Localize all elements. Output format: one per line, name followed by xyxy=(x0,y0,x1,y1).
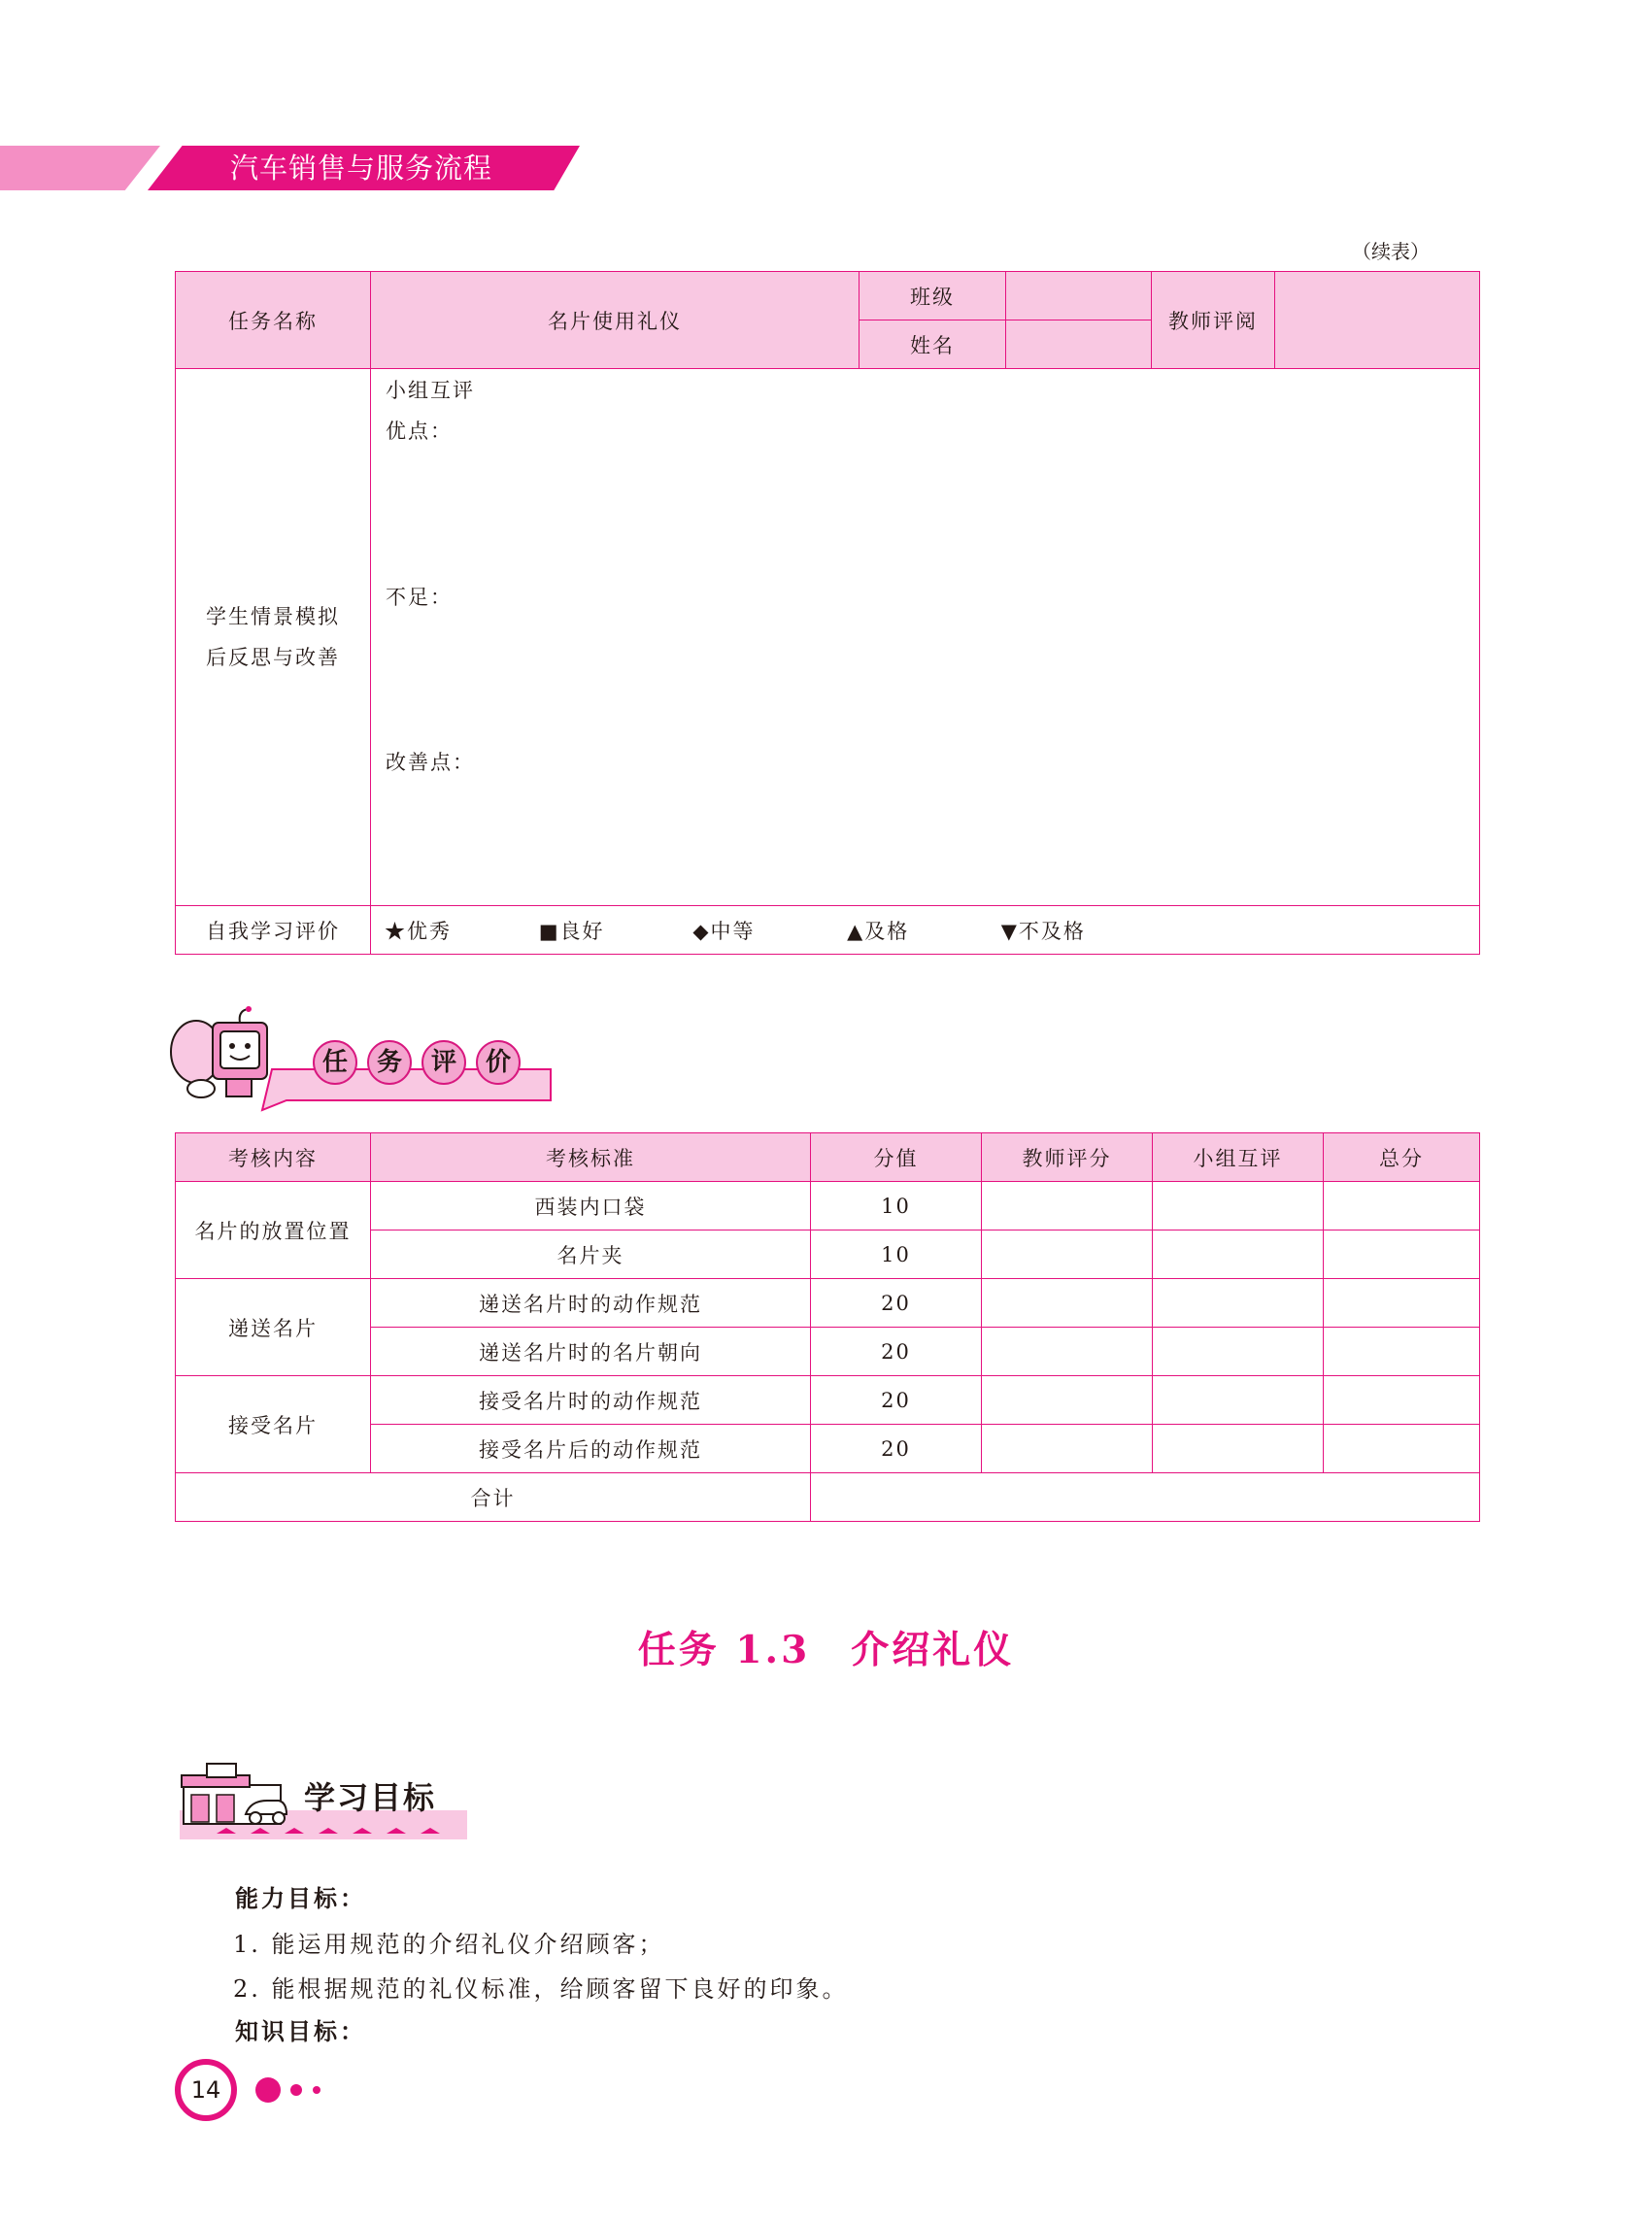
peer-score-cell xyxy=(1153,1182,1324,1230)
class-label: 班级 xyxy=(860,272,1006,320)
standard-cell: 接受名片时的动作规范 xyxy=(371,1376,811,1425)
teacher-score-cell xyxy=(982,1279,1153,1328)
reflection-label xyxy=(176,369,371,906)
header-decor-left xyxy=(0,146,160,190)
study-goals-banner xyxy=(178,1756,469,1843)
teacher-score-cell xyxy=(982,1328,1153,1376)
table-row xyxy=(176,1376,1480,1425)
name-label: 姓名 xyxy=(860,320,1006,369)
task-eval-banner xyxy=(170,1005,558,1112)
total-score-cell xyxy=(1324,1328,1480,1376)
table-row xyxy=(176,1279,1480,1328)
grade-fail: ▼不及格 xyxy=(1000,919,1086,943)
standard-cell: 递送名片时的动作规范 xyxy=(371,1279,811,1328)
goal-item-1: 1. 能运用规范的介绍礼仪介绍顾客； xyxy=(233,1931,665,1958)
peer-score-cell xyxy=(1153,1376,1324,1425)
improvements-label: 改善点： xyxy=(386,751,475,774)
score-cell: 20 xyxy=(811,1425,982,1473)
weaknesses-label: 不足： xyxy=(386,586,453,609)
table-row xyxy=(176,1230,1480,1279)
teacher-score-cell xyxy=(982,1425,1153,1473)
header-score: 分值 xyxy=(811,1133,982,1182)
ability-label: 能力目标： xyxy=(235,1885,366,1912)
task-name-value: 名片使用礼仪 xyxy=(371,272,860,369)
header-teacher-score: 教师评分 xyxy=(982,1133,1153,1182)
teacher-score-cell xyxy=(982,1230,1153,1279)
reflection-label-line1: 学生情景模拟 xyxy=(206,605,340,628)
standard-cell: 递送名片时的名片朝向 xyxy=(371,1328,811,1376)
header-standard: 考核标准 xyxy=(371,1133,811,1182)
total-score-cell xyxy=(1324,1376,1480,1425)
group-content: 名片的放置位置 xyxy=(176,1182,371,1279)
standard-cell: 西装内口袋 xyxy=(371,1182,811,1230)
self-eval-label: 自我学习评价 xyxy=(176,906,371,955)
total-row xyxy=(176,1473,1480,1522)
banner-char-3: 评 xyxy=(421,1040,466,1085)
score-cell: 10 xyxy=(811,1182,982,1230)
grade-options xyxy=(371,906,1480,955)
total-score-cell xyxy=(1324,1230,1480,1279)
page-dots-icon xyxy=(254,2073,332,2107)
score-cell: 20 xyxy=(811,1279,982,1328)
total-label: 合计 xyxy=(176,1473,811,1522)
table-row xyxy=(176,1182,1480,1230)
grade-average: ◆中等 xyxy=(692,919,756,943)
grade-good: ■良好 xyxy=(538,919,605,943)
page-number: 14 xyxy=(175,2059,237,2121)
total-score-cell xyxy=(1324,1279,1480,1328)
study-goals-title: 学习目标 xyxy=(304,1779,437,1816)
peer-score-cell xyxy=(1153,1425,1324,1473)
class-value-cell xyxy=(1006,272,1152,320)
peer-score-cell xyxy=(1153,1279,1324,1328)
standard-cell: 接受名片后的动作规范 xyxy=(371,1425,811,1473)
teacher-review-label: 教师评阅 xyxy=(1152,272,1275,369)
teacher-review-cell xyxy=(1275,272,1480,369)
banner-char-4: 价 xyxy=(476,1040,521,1085)
header-title: 汽车销售与服务流程 xyxy=(230,152,493,185)
group-content: 接受名片 xyxy=(176,1376,371,1473)
group-content: 递送名片 xyxy=(176,1279,371,1376)
score-cell: 10 xyxy=(811,1230,982,1279)
teacher-score-cell xyxy=(982,1376,1153,1425)
score-cell: 20 xyxy=(811,1328,982,1376)
header-total: 总分 xyxy=(1324,1133,1480,1182)
total-score-cell xyxy=(1324,1425,1480,1473)
table-row xyxy=(176,1425,1480,1473)
section-title: 任务 1.3 介绍礼仪 xyxy=(637,1628,1015,1672)
score-cell: 20 xyxy=(811,1376,982,1425)
peer-score-cell xyxy=(1153,1328,1324,1376)
continued-note: （续表） xyxy=(1352,240,1430,263)
teacher-score-cell xyxy=(982,1182,1153,1230)
goal-item-2: 2. 能根据规范的礼仪标准，给顾客留下良好的印象。 xyxy=(233,1975,849,2003)
grade-pass: ▲及格 xyxy=(847,919,910,943)
banner-char-2: 务 xyxy=(367,1040,412,1085)
header-content: 考核内容 xyxy=(176,1133,371,1182)
reflection-content xyxy=(371,369,1480,906)
total-score-cell xyxy=(1324,1182,1480,1230)
reflection-table xyxy=(175,271,1480,955)
table-row xyxy=(176,1328,1480,1376)
grade-excellent: ★优秀 xyxy=(385,919,452,943)
header-peer-score: 小组互评 xyxy=(1153,1133,1324,1182)
task-name-label: 任务名称 xyxy=(176,272,371,369)
banner-char-1: 任 xyxy=(313,1040,357,1085)
knowledge-label: 知识目标： xyxy=(235,2018,366,2045)
peer-review-label: 小组互评 xyxy=(386,379,475,402)
name-value-cell xyxy=(1006,320,1152,369)
assessment-table xyxy=(175,1132,1480,1522)
reflection-label-line2: 后反思与改善 xyxy=(206,646,340,669)
strengths-label: 优点： xyxy=(386,420,453,443)
total-value-cell xyxy=(811,1473,1480,1522)
peer-score-cell xyxy=(1153,1230,1324,1279)
standard-cell: 名片夹 xyxy=(371,1230,811,1279)
